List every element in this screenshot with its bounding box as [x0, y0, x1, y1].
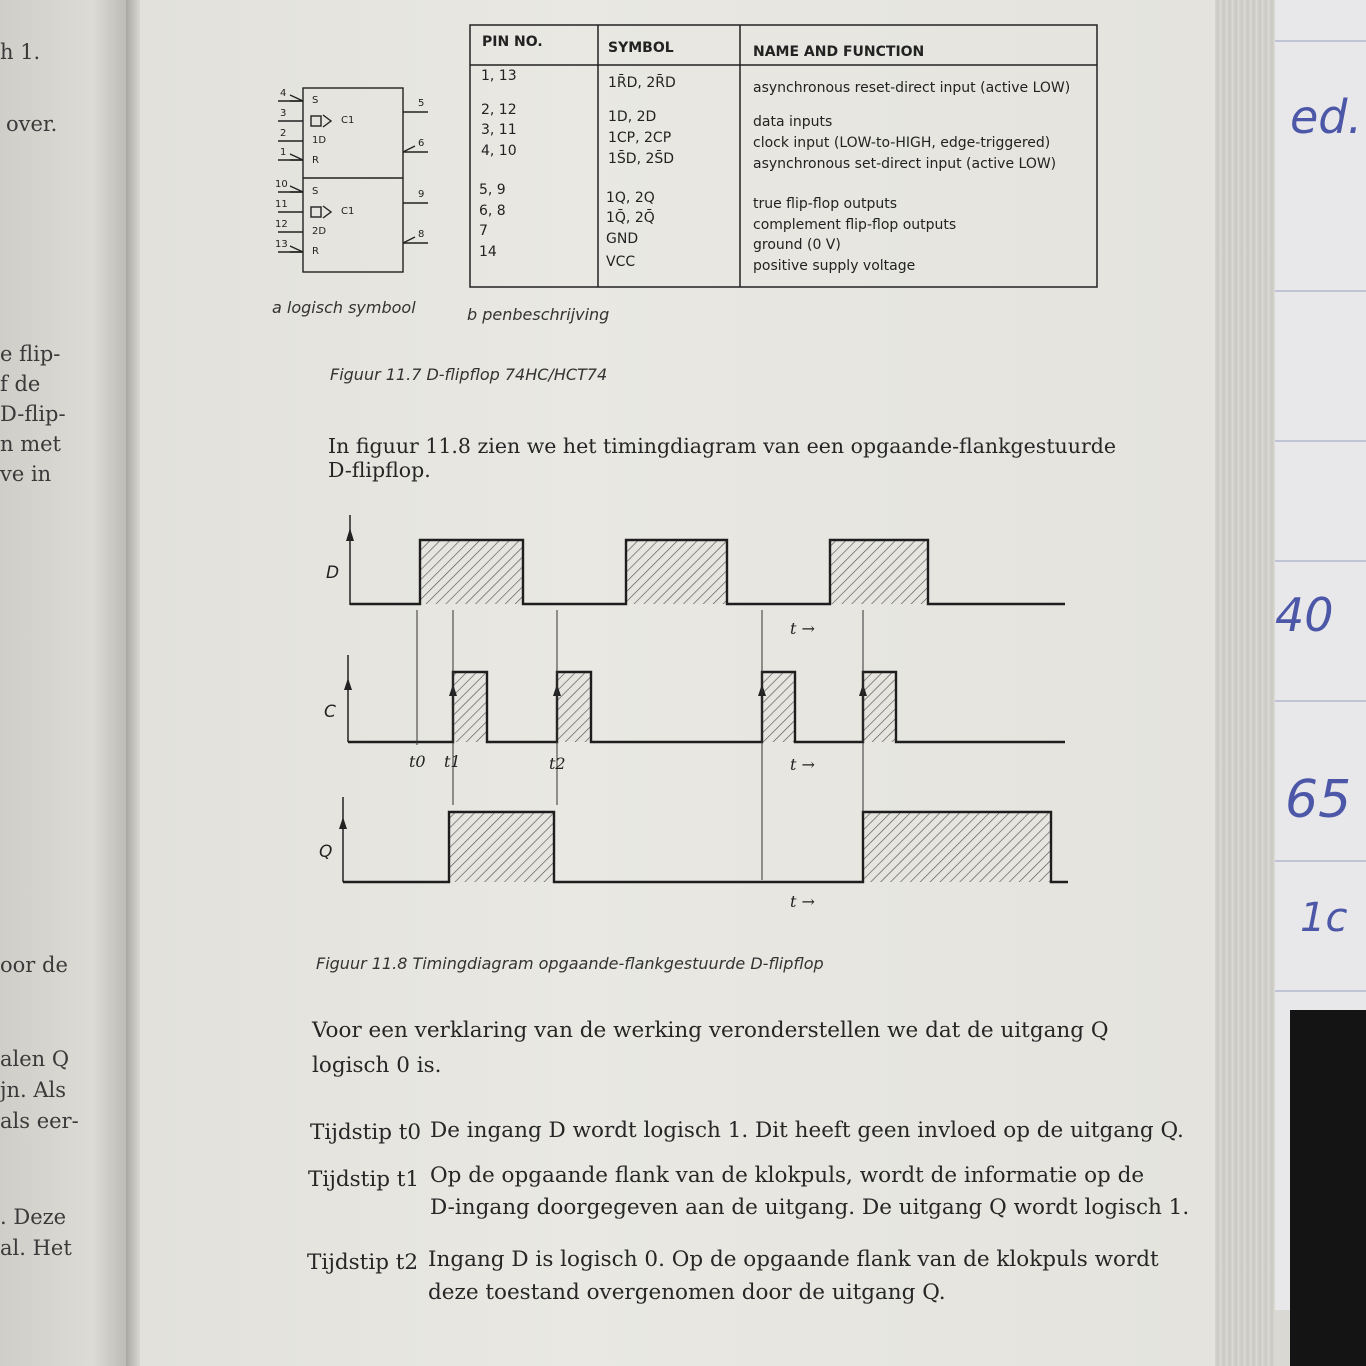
left-line-8: alen Q [0, 1047, 70, 1071]
intro-line-1: In figuur 11.8 zien we het timingdiagram van een opgaande-flankgestuurde [328, 434, 1117, 458]
caption-a: a logisch symbool [272, 298, 416, 317]
d-signal-pulse-1 [626, 540, 727, 604]
pin-no-5: 6, 8 [479, 203, 506, 219]
function-1: data inputs [753, 114, 833, 130]
symbol-label-s1: S [312, 95, 319, 106]
pin-out-6: 6 [418, 138, 425, 149]
pin-no-4: 5, 9 [479, 182, 506, 198]
time-marker-t0: t0 [409, 752, 426, 771]
symbol-label-r1: R [312, 155, 319, 166]
time-marker-t2: t2 [549, 754, 566, 773]
pin-in-12: 12 [275, 219, 288, 230]
timing-diagram [339, 515, 1068, 882]
symbol-label-s2: S [312, 186, 319, 197]
caption-fig-11-8: Figuur 11.8 Timingdiagram opgaande-flankgestuurde D-flipflop [316, 954, 824, 973]
item-1-text1: Op de opgaande flank van de klokpuls, wordt de informatie op de [430, 1163, 1145, 1188]
function-6: ground (0 V) [753, 237, 841, 253]
left-line-5: n met [0, 432, 61, 456]
c-signal-pulse-1 [557, 672, 591, 742]
symbol-6: GND [606, 231, 639, 247]
left-line-10: als eer- [0, 1109, 79, 1133]
pin-no-1: 2, 12 [481, 102, 517, 118]
function-7: positive supply voltage [753, 258, 916, 274]
explanation-line-1: Voor een verklaring van de werking veronderstellen we dat de uitgang Q [312, 1018, 1109, 1043]
handwriting-1: ed. [1290, 90, 1363, 144]
left-line-7: oor de [0, 953, 68, 977]
caption-fig-11-7: Figuur 11.7 D-flipflop 74HC/HCT74 [330, 365, 608, 384]
pin-in-3: 3 [280, 108, 287, 119]
function-3: asynchronous set-direct input (active LOW) [753, 156, 1057, 172]
header-symbol: SYMBOL [608, 40, 674, 56]
function-4: true flip-flop outputs [753, 196, 898, 212]
pin-in-10: 10 [275, 179, 288, 190]
symbol-label-c1-1: C1 [341, 115, 355, 126]
signal-label-c: C [324, 702, 336, 722]
left-line-11: . Deze [0, 1205, 67, 1229]
pin-out-8: 8 [418, 229, 425, 240]
symbol-label-r2: R [312, 246, 319, 257]
symbol-5: 1Q̄, 2Q̄ [606, 210, 655, 226]
function-0: asynchronous reset-direct input (active LOW) [753, 80, 1071, 96]
handwriting-2: 40 [1275, 588, 1334, 642]
explanation-line-2: logisch 0 is. [312, 1053, 442, 1078]
symbol-0: 1R̄D, 2R̄D [608, 75, 676, 91]
left-line-12: al. Het [0, 1236, 72, 1260]
pin-no-2: 3, 11 [481, 122, 517, 138]
signal-label-q: Q [319, 842, 333, 862]
pin-in-11: 11 [275, 199, 288, 210]
symbol-2: 1CP, 2CP [608, 130, 672, 146]
symbol-1: 1D, 2D [608, 109, 657, 125]
item-2-text2: deze toestand overgenomen door de uitgang Q. [428, 1280, 946, 1305]
pin-no-3: 4, 10 [481, 143, 517, 159]
function-5: complement flip-flop outputs [753, 217, 957, 233]
item-1-text2: D-ingang doorgegeven aan de uitgang. De uitgang Q wordt logisch 1. [430, 1195, 1190, 1220]
pin-in-13: 13 [275, 239, 288, 250]
time-axis-label-c: t → [790, 755, 815, 774]
symbol-7: VCC [606, 254, 636, 270]
symbol-label-1d: 1D [312, 135, 327, 146]
time-axis-label-d: t → [790, 619, 815, 638]
left-line-3: f de [0, 372, 41, 396]
header-pin-no: PIN NO. [482, 34, 543, 50]
q-signal-pulse-1 [863, 812, 1051, 882]
left-line-6: ve in [0, 462, 52, 486]
function-2: clock input (LOW-to-HIGH, edge-triggered) [753, 135, 1051, 151]
left-line-2: e flip- [0, 342, 61, 366]
c-signal-pulse-0 [453, 672, 487, 742]
time-axis-label-q: t → [790, 892, 815, 911]
header-name-function: NAME AND FUNCTION [753, 44, 925, 60]
item-2-text1: Ingang D is logisch 0. Op de opgaande flank van de klokpuls wordt [428, 1247, 1159, 1272]
d-signal-pulse-2 [830, 540, 928, 604]
item-2-label: Tijdstip t2 [307, 1250, 419, 1275]
symbol-4: 1Q, 2Q [606, 190, 655, 206]
pin-no-6: 7 [479, 223, 488, 239]
item-1-label: Tijdstip t1 [308, 1167, 420, 1192]
c-signal-pulse-3 [863, 672, 896, 742]
d-signal-pulse-0 [420, 540, 523, 604]
handwriting-4: 1c [1300, 895, 1348, 941]
pin-in-4: 4 [280, 88, 287, 99]
left-line-9: jn. Als [0, 1078, 67, 1102]
pin-in-1: 1 [280, 147, 287, 158]
signal-label-d: D [326, 563, 340, 583]
handwriting-3: 65 [1285, 770, 1352, 830]
pin-no-0: 1, 13 [481, 68, 517, 84]
pin-no-7: 14 [479, 244, 497, 260]
symbol-label-2d: 2D [312, 226, 327, 237]
pin-out-9: 9 [418, 189, 425, 200]
pin-out-5: 5 [418, 98, 425, 109]
time-marker-t1: t1 [444, 752, 461, 771]
pin-in-2: 2 [280, 128, 287, 139]
left-line-0: h 1. [0, 40, 41, 64]
left-line-4: D-flip- [0, 402, 66, 426]
q-signal-pulse-0 [449, 812, 554, 882]
symbol-label-c1-2: C1 [341, 206, 355, 217]
left-line-1: over. [6, 112, 58, 136]
intro-line-2: D-flipflop. [328, 458, 431, 482]
caption-b: b penbeschrijving [467, 305, 610, 324]
symbol-3: 1S̄D, 2S̄D [608, 151, 675, 167]
item-0-text1: De ingang D wordt logisch 1. Dit heeft geen invloed op de uitgang Q. [430, 1118, 1184, 1143]
item-0-label: Tijdstip t0 [310, 1120, 422, 1145]
c-signal-pulse-2 [762, 672, 795, 742]
